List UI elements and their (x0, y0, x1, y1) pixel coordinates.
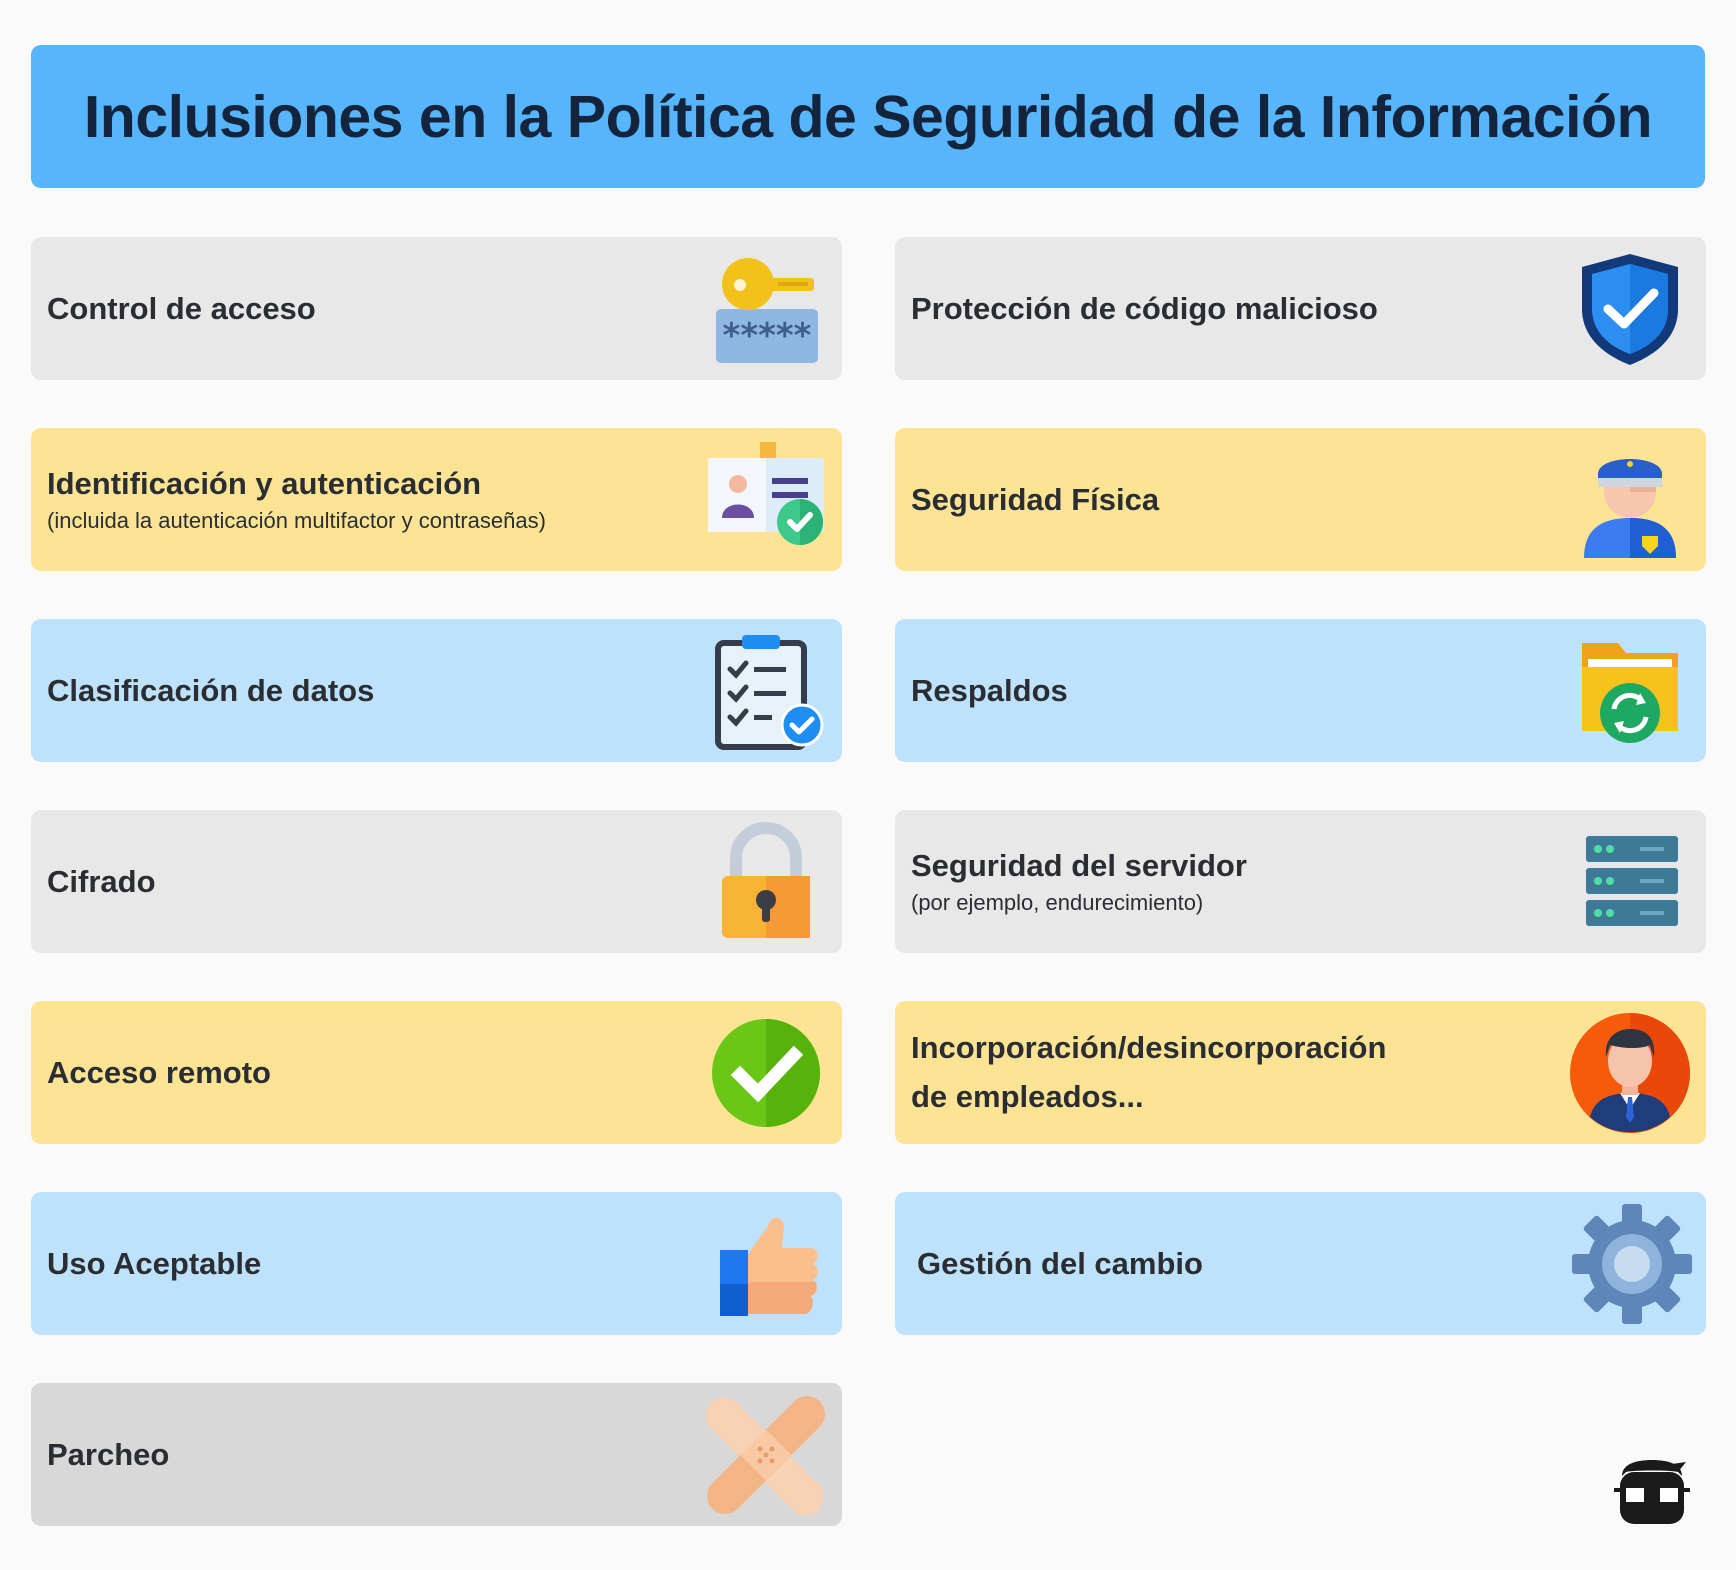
card-title: Cifrado (47, 863, 156, 899)
card-seguridad-servidor (895, 810, 1706, 953)
card-title: Control de acceso (47, 290, 316, 326)
card-title: Seguridad Física (911, 481, 1160, 517)
card-acceso-remoto (31, 1001, 842, 1144)
card-identificacion (31, 428, 842, 571)
card-title: Respaldos (911, 672, 1068, 708)
padlock-icon (706, 822, 826, 942)
check-circle-icon (706, 1013, 826, 1133)
server-icon (1570, 822, 1690, 942)
card-title: Uso Aceptable (47, 1245, 262, 1281)
card-title: Identificación y autenticación (47, 465, 482, 501)
card-gestion-cambio (895, 1192, 1706, 1335)
card-subtitle: (por ejemplo, endurecimiento) (911, 890, 1204, 916)
shield-check-icon (1570, 249, 1690, 369)
card-title: Clasificación de datos (47, 672, 375, 708)
folder-sync-icon (1570, 631, 1690, 751)
clipboard-checklist-icon (706, 631, 826, 751)
card-title: Acceso remoto (47, 1054, 271, 1090)
card-title: Protección de código malicioso (911, 290, 1378, 326)
card-parcheo (31, 1383, 842, 1526)
card-clasificacion-datos (31, 619, 842, 762)
id-card-icon (706, 440, 826, 560)
card-title: Incorporación/desincorporación de empleados... (911, 1030, 1387, 1114)
card-proteccion-codigo (895, 237, 1706, 380)
page-title: Inclusiones en la Política de Seguridad de la Información (83, 83, 1653, 150)
gear-icon (1572, 1204, 1692, 1324)
card-uso-aceptable (31, 1192, 842, 1335)
page-header (31, 45, 1705, 188)
employee-avatar-icon (1570, 1013, 1690, 1133)
card-seguridad-fisica (895, 428, 1706, 571)
thumbs-up-icon (706, 1204, 826, 1324)
card-respaldos (895, 619, 1706, 762)
card-title: Gestión del cambio (917, 1245, 1203, 1281)
card-incorporacion (895, 1001, 1706, 1144)
nerd-logo-icon (1612, 1458, 1692, 1528)
key-password-icon (706, 249, 826, 369)
card-subtitle: (incluida la autenticación multifactor y contraseñas) (47, 508, 546, 534)
card-cifrado (31, 810, 842, 953)
svg-text:*****: ***** (722, 316, 812, 356)
security-guard-icon (1570, 440, 1690, 560)
card-title: Parcheo (47, 1436, 170, 1472)
bandage-icon (706, 1395, 826, 1515)
card-control-acceso (31, 237, 842, 380)
card-title: Seguridad del servidor (911, 847, 1247, 883)
